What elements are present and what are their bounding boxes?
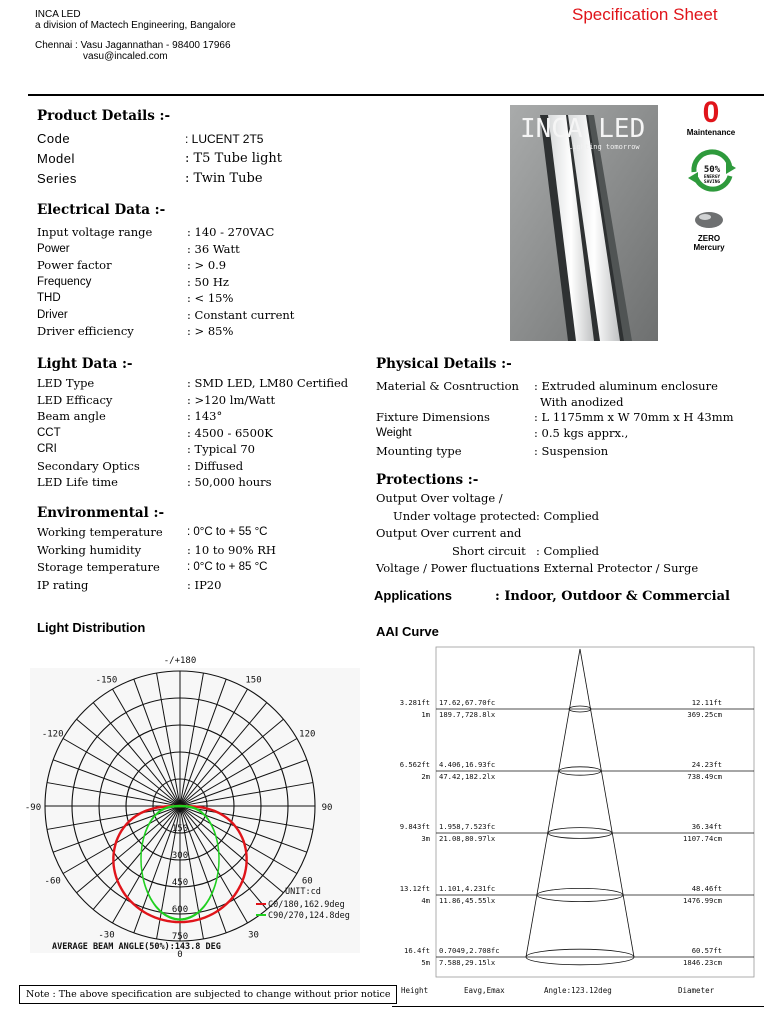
photo-brand: INCA LED [520,114,646,144]
electrical-data-heading: Electrical Data :- [37,202,166,218]
aai-curve-svg [392,645,764,1000]
polar-angle-label: 0 [177,950,183,960]
illuminance-lx-label: 189.7,728.8lx [439,710,496,719]
mercury-line1: ZERO [697,234,721,243]
value: With anodized [540,394,624,409]
height-ft-label: 16.4ft [404,946,430,955]
aai-frame [436,647,754,977]
label: Working humidity [37,542,142,557]
value: : Complied [536,543,600,558]
aai-curve-title: AAI Curve [376,624,439,639]
label: Fixture Dimensions [376,410,490,424]
footer-diameter: Diameter [678,986,715,995]
table-row [37,559,367,576]
label: IP rating [37,577,89,592]
light-data-table [37,375,367,495]
label: LED Life time [37,475,118,489]
protections-heading: Protections :- [376,472,479,488]
polar-angle-label: -120 [41,729,64,740]
label: Driver [37,308,68,321]
disclaimer-note: Note : The above specification are subjected to change without prior notice [19,985,397,1004]
table-row [37,241,367,258]
value: : 50 Hz [187,274,229,289]
footer-eavg: Eavg,Emax [464,986,505,995]
photo-tagline: Lighting tomorrow [568,143,640,151]
protection-row [376,560,764,577]
value: : 143° [187,409,223,423]
diameter-cm-label: 369.25cm [687,710,722,719]
polar-angle-label: 120 [299,729,316,740]
environmental-heading: Environmental :- [37,505,165,521]
polar-radial-label: 300 [171,851,189,861]
label: Power [37,242,70,255]
table-row [37,274,367,291]
zero-mercury-badge [684,208,734,252]
table-row [37,408,367,425]
maintenance-number: 0 [702,96,720,129]
protection-line: Output Over current and [376,526,522,540]
value: : IP20 [187,577,222,592]
value: : Extruded aluminum enclosure [534,379,718,393]
table-row [37,392,367,409]
recycle-icon [684,150,740,194]
mercury-line2: Mercury [693,243,725,252]
value: : 4500 - 6500K [187,425,273,440]
label: LED Type [37,376,95,390]
value: : Twin Tube [185,171,263,186]
diameter-ft-label: 12.11ft [691,698,722,707]
applications-value: : Indoor, Outdoor & Commercial [495,589,730,604]
label: Input voltage range [37,225,153,239]
polar-angle-label: -150 [95,675,118,686]
polar-radial-label: 750 [171,932,189,942]
height-ft-label: 3.281ft [399,698,430,707]
polar-radial-label: 600 [171,905,189,915]
table-row [37,458,367,475]
table-row [37,307,367,324]
product-row-series [37,169,497,189]
table-row [37,375,367,392]
label: Code [37,131,71,146]
label: Driver efficiency [37,324,134,338]
value: : Constant current [187,307,295,322]
illuminance-fc-label: 17.62,67.70fc [439,698,496,707]
value: : Suspension [534,444,609,458]
value: : Complied [536,508,600,523]
illuminance-fc-label: 4.406,16.93fc [439,760,496,769]
polar-radial-label: 150 [171,824,189,834]
twin-tube-image [510,105,658,341]
table-row [37,224,367,241]
illuminance-lx-label: 21.08,80.97lx [439,834,496,843]
footer-angle: Angle:123.12deg [544,986,612,995]
label: Storage temperature [37,560,160,574]
value: : > 0.9 [187,258,227,272]
protections-table [376,490,764,580]
label: CCT [37,426,61,439]
legend-label-c0: C0/180,162.9deg [268,900,345,910]
energy-line1: ENERGY [703,175,721,180]
mercury-drop-icon [692,208,726,230]
footer-height: Height [401,986,429,995]
maintenance-label: Maintenance [686,128,736,137]
protection-line: Output Over voltage / [376,491,503,505]
company-name: INCA LED [35,9,81,20]
value: : Diffused [187,458,244,473]
applications-label: Applications [374,588,453,603]
value: : 140 - 270VAC [187,225,275,239]
illuminance-lx-label: 11.86,45.55lx [439,896,496,905]
physical-details-heading: Physical Details :- [376,356,512,372]
height-ft-label: 9.843ft [399,822,430,831]
table-row [37,323,367,340]
illuminance-fc-label: 1.101,4.231fc [439,884,496,893]
table-row [376,378,764,395]
label: Series [37,171,77,186]
polar-angle-label: 30 [248,930,259,941]
environmental-table [37,524,367,594]
diameter-cm-label: 1107.74cm [683,834,722,843]
table-row [37,425,367,442]
energy-percent: 50% [703,165,721,175]
label: Under voltage protected [393,508,537,523]
label: Mounting type [376,444,462,458]
polar-angle-label: -90 [24,803,42,813]
value: : External Protector / Surge [536,561,699,575]
label: LED Efficacy [37,392,113,407]
product-details-heading: Product Details :- [37,108,171,124]
illuminance-fc-label: 1.958,7.523fc [439,822,496,831]
table-row [37,257,367,274]
electrical-data-table [37,224,367,344]
polar-diagram-svg [24,656,360,960]
label: Frequency [37,275,92,288]
table-row [37,474,367,491]
value: : Typical 70 [187,442,256,456]
table-row [37,577,367,594]
cone-edge-left [526,649,580,957]
diameter-ft-label: 60.57ft [691,946,722,955]
height-m-label: 3m [421,834,430,843]
height-m-label: 4m [421,896,430,905]
value: : < 15% [187,291,234,305]
diameter-ft-label: 36.34ft [691,822,722,831]
label: Secondary Optics [37,458,140,473]
value: : T5 Tube light [185,151,283,166]
diameter-cm-label: 1476.99cm [683,896,722,905]
document-title: Specification Sheet [572,5,718,24]
label: Material & Cosntruction [376,379,519,393]
label: THD [37,292,61,304]
header-divider [28,94,764,96]
energy-line2: SAVING [703,180,721,185]
label: Power factor [37,258,112,272]
height-m-label: 5m [421,958,430,967]
value: : SMD LED, LM80 Certified [187,376,349,390]
diameter-cm-label: 738.49cm [687,772,722,781]
value: : 36 Watt [187,241,240,256]
label: Weight [376,427,412,439]
label: CRI [37,443,57,455]
table-row [37,290,367,307]
value: : 50,000 hours [187,475,272,489]
polar-unit-label: UNIT:cd [285,887,321,897]
diameter-ft-label: 24.23ft [691,760,722,769]
physical-details-table [376,378,764,468]
legend-label-c90: C90/270,124.8deg [268,911,350,921]
zero-maintenance-badge [678,98,744,137]
table-row [376,409,764,426]
polar-diagram [24,656,360,960]
product-photo [510,105,658,341]
division-line: a division of Mactech Engineering, Bangalore [35,20,236,31]
table-row [37,542,367,559]
product-row-model [37,149,497,169]
diameter-cm-label: 1846.23cm [683,958,722,967]
product-row-code [37,129,497,149]
value: : LUCENT 2T5 [185,132,264,146]
label: Model [37,151,75,166]
contact-email: vasu@incaled.com [83,51,168,62]
aai-curve-diagram [392,645,764,1000]
light-distribution-title: Light Distribution [37,620,146,635]
polar-angle-label: 90 [321,803,333,813]
table-row [37,524,367,541]
cone-edge-right [580,649,634,957]
polar-radial-label: 450 [171,878,189,888]
light-data-heading: Light Data :- [37,356,133,372]
polar-angle-label: -60 [44,876,61,887]
label: Voltage / Power fluctuations [376,561,540,575]
energy-saving-badge [684,150,740,194]
illuminance-lx-label: 47.42,182.2lx [439,772,496,781]
table-row [376,394,764,411]
value: : 0.5 kgs apprx., [534,426,629,440]
polar-angle-label: 150 [245,675,262,686]
illuminance-lx-label: 7.588,29.15lx [439,958,496,967]
illuminance-fc-label: 0.7049,2.708fc [439,946,500,955]
diameter-ft-label: 48.46ft [691,884,722,893]
polar-angle-label: -/+180 [163,656,197,666]
label: Short circuit [452,543,526,558]
label: Working temperature [37,525,163,539]
value: : 0°C to + 55 °C [187,526,268,538]
protection-row [376,508,764,525]
height-m-label: 1m [421,710,430,719]
polar-angle-label: 60 [301,876,313,887]
value: : 0°C to + 85 °C [187,561,268,573]
height-m-label: 2m [421,772,430,781]
value: : L 1175mm x W 70mm x H 43mm [534,410,734,424]
label: Beam angle [37,409,106,423]
protection-row [376,543,764,560]
height-ft-label: 6.562ft [399,760,430,769]
value: : 10 to 90% RH [187,542,276,557]
height-ft-label: 13.12ft [399,884,430,893]
table-row [37,441,367,458]
table-row [376,425,764,442]
polar-angle-label: -30 [98,930,115,941]
contact-line: Chennai : Vasu Jagannathan - 98400 17966 [35,40,231,51]
beam-angle-footer: AVERAGE BEAM ANGLE(50%):143.8 DEG [52,942,221,952]
table-row [376,443,764,460]
value: : > 85% [187,324,234,338]
value: : >120 lm/Watt [187,392,276,407]
footer-rule [392,1006,764,1007]
